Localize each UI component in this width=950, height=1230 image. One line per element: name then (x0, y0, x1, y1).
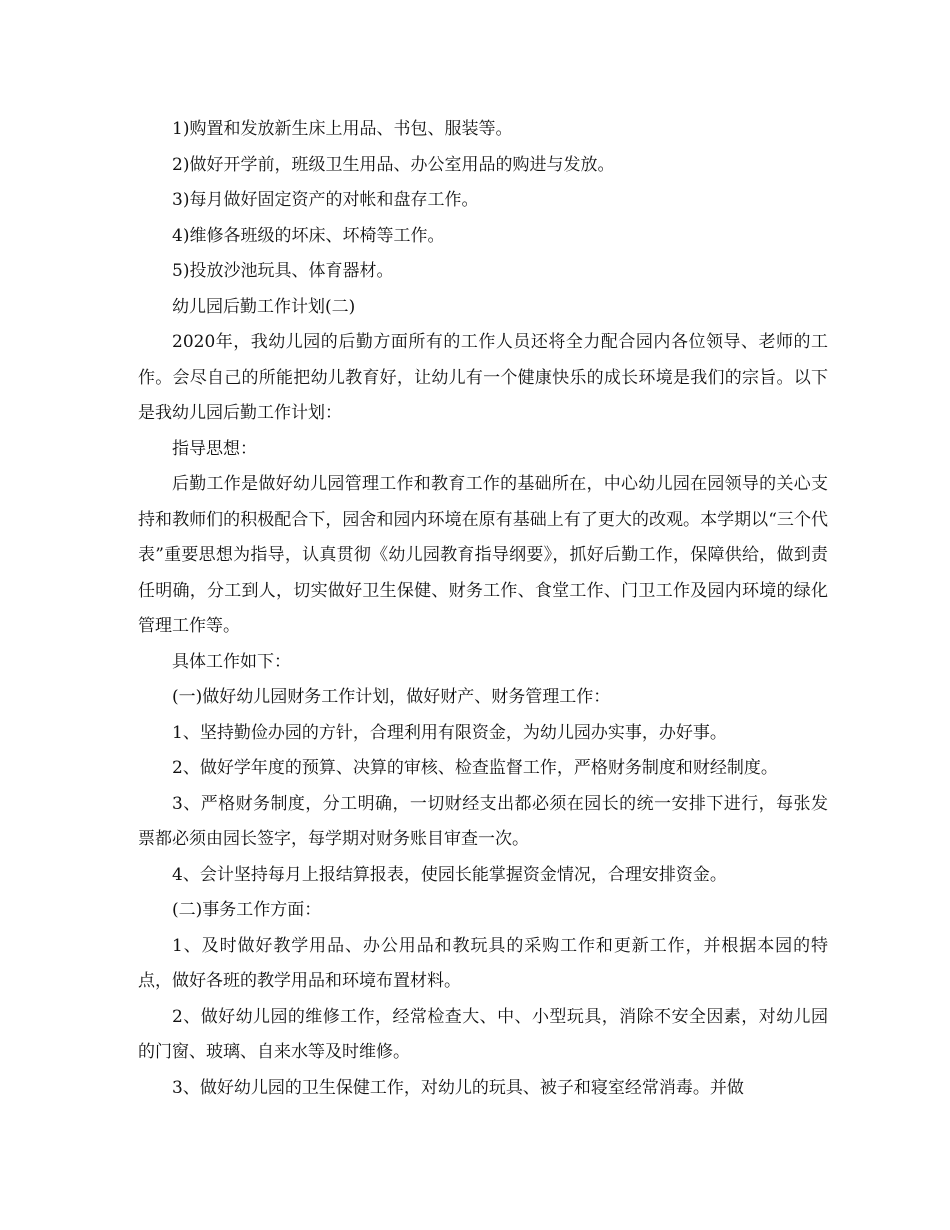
intro-paragraph: 2020年，我幼儿园的后勤方面所有的工作人员还将全力配合园内各位领导、老师的工作。会尽自己的所能把幼儿教育好，让幼儿有一个健康快乐的成长环境是我们的宗旨。以下是我幼儿园后勤工作计划： (138, 332, 828, 423)
guiding-thought-paragraph: 后勤工作是做好幼儿园管理工作和教育工作的基础所在，中心幼儿园在园领导的关心支持和教师们的积极配合下，园舍和园内环境在原有基础上有了更大的改观。本学期以“三个代表”重要思想为指导，认真贯彻《幼儿园教育指导纲要》，抓好后勤工作，保障供给，做到责任明确，分工到人，切实做好卫生保健、财务工作、食堂工作、门卫工作及园内环境的绿化管理工作等。 (138, 474, 828, 636)
finance-item-4: 4、会计坚持每月上报结算报表，使园长能掌握资金情况，合理安排资金。 (172, 864, 727, 885)
finance-heading: (一)做好幼儿园财务工作计划，做好财产、财务管理工作： (172, 687, 611, 707)
affairs-item-2: 2、做好幼儿园的维修工作，经常检查大、中、小型玩具，消除不安全因素，对幼儿园的门窗、玻璃、自来水等及时维修。 (138, 1006, 828, 1062)
affairs-item-3: 3、做好幼儿园的卫生保健工作，对幼儿的玩具、被子和寝室经常消毒。并做 (172, 1077, 744, 1098)
document-body (138, 112, 828, 1106)
list-item-1: 1)购置和发放新生床上用品、书包、服装等。 (172, 119, 513, 139)
list-item-5: 5)投放沙池玩具、体育器材。 (172, 261, 394, 281)
affairs-heading: (二)事务工作方面： (172, 900, 322, 920)
guiding-thought-heading: 指导思想： (172, 438, 257, 459)
finance-item-1: 1、坚持勤俭办园的方针，合理利用有限资金，为幼儿园办实事，办好事。 (172, 722, 727, 743)
list-item-4: 4)维修各班级的坏床、坏椅等工作。 (172, 225, 445, 246)
finance-item-2: 2、做好学年度的预算、决算的审核、检查监督工作，严格财务制度和财经制度。 (172, 758, 778, 778)
finance-item-3: 3、严格财务制度，分工明确，一切财经支出都必须在园长的统一安排下进行，每张发票都必须由园长签字，每学期对财务账目审查一次。 (138, 793, 828, 849)
list-item-2: 2)做好开学前，班级卫生用品、办公室用品的购进与发放。 (172, 154, 615, 175)
specific-work-heading: 具体工作如下： (172, 651, 291, 672)
list-item-3: 3)每月做好固定资产的对帐和盘存工作。 (172, 190, 479, 210)
affairs-item-1: 1、及时做好教学用品、办公用品和教玩具的采购工作和更新工作，并根据本园的特点，做好各班的教学用品和环境布置材料。 (138, 935, 828, 991)
section-title: 幼儿园后勤工作计划(二) (172, 296, 356, 317)
